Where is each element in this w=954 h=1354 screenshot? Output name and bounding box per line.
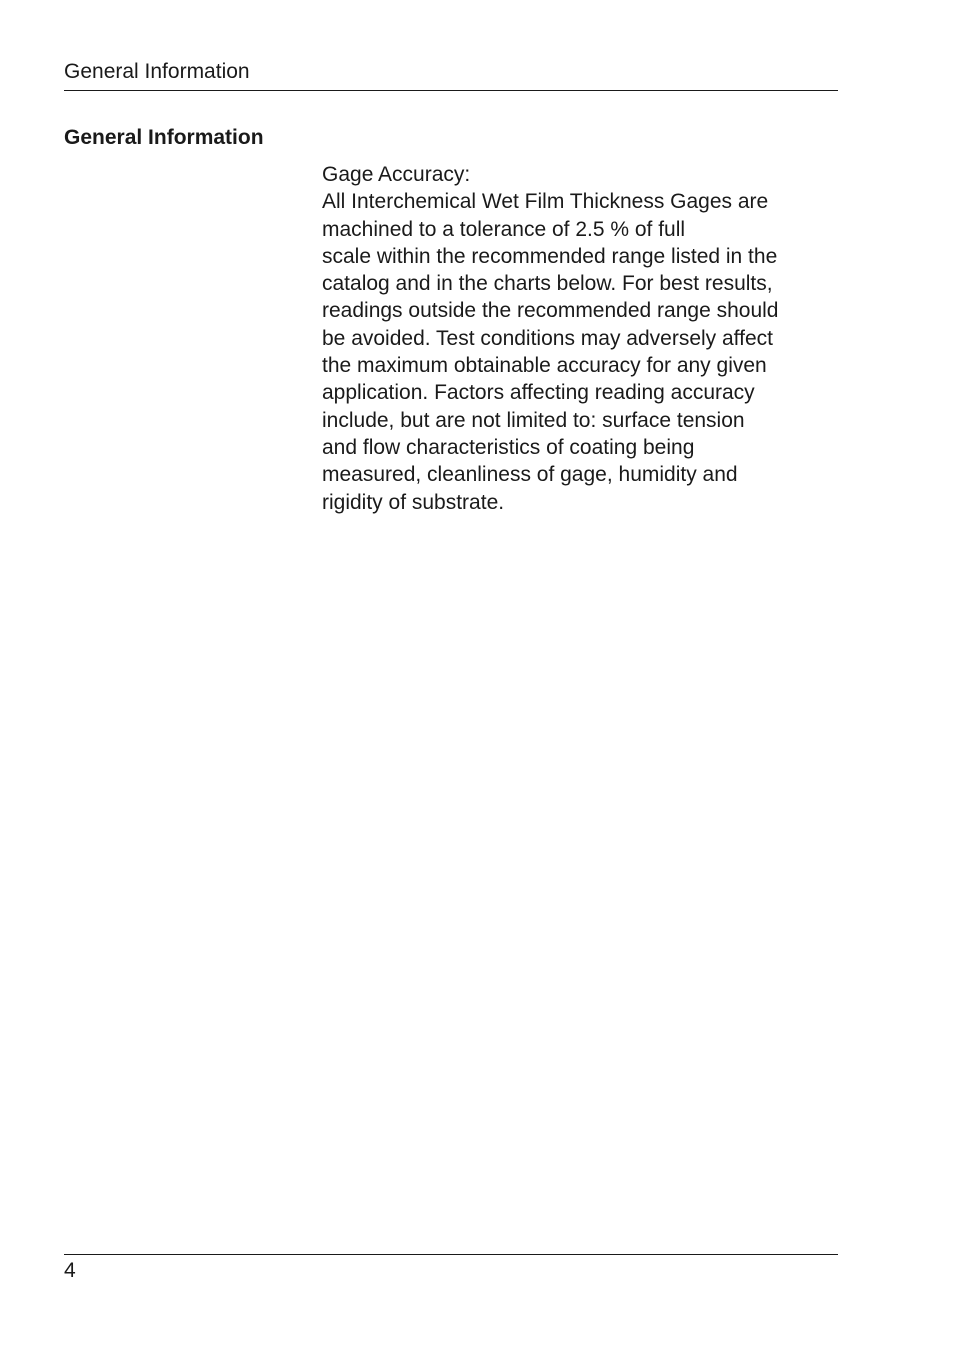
body-line: All Interchemical Wet Film Thickness Gages are	[322, 190, 769, 214]
body-line: application. Factors affecting reading accuracy	[322, 381, 755, 405]
body-line: readings outside the recommended range should	[322, 299, 779, 323]
gage-accuracy-subheading: Gage Accuracy:	[322, 163, 471, 186]
footer-divider	[64, 1254, 838, 1255]
body-line: catalog and in the charts below. For best results,	[322, 272, 773, 296]
body-text-block	[322, 161, 832, 516]
body-line: measured, cleanliness of gage, humidity and	[322, 463, 738, 487]
body-line: machined to a tolerance of 2.5 % of full	[322, 217, 686, 241]
page-number: 4	[64, 1259, 76, 1282]
section-heading: General Information	[64, 126, 264, 149]
running-header-title: General Information	[64, 60, 250, 83]
body-line: and flow characteristics of coating being	[322, 435, 695, 459]
body-line: the maximum obtainable accuracy for any given	[322, 354, 767, 378]
body-line: include, but are not limited to: surface tension	[322, 408, 745, 432]
body-line: rigidity of substrate.	[322, 490, 505, 514]
header-divider	[64, 90, 838, 91]
body-line: scale within the recommended range listed in the	[322, 244, 778, 268]
body-line: be avoided. Test conditions may adversely affect	[322, 326, 773, 350]
